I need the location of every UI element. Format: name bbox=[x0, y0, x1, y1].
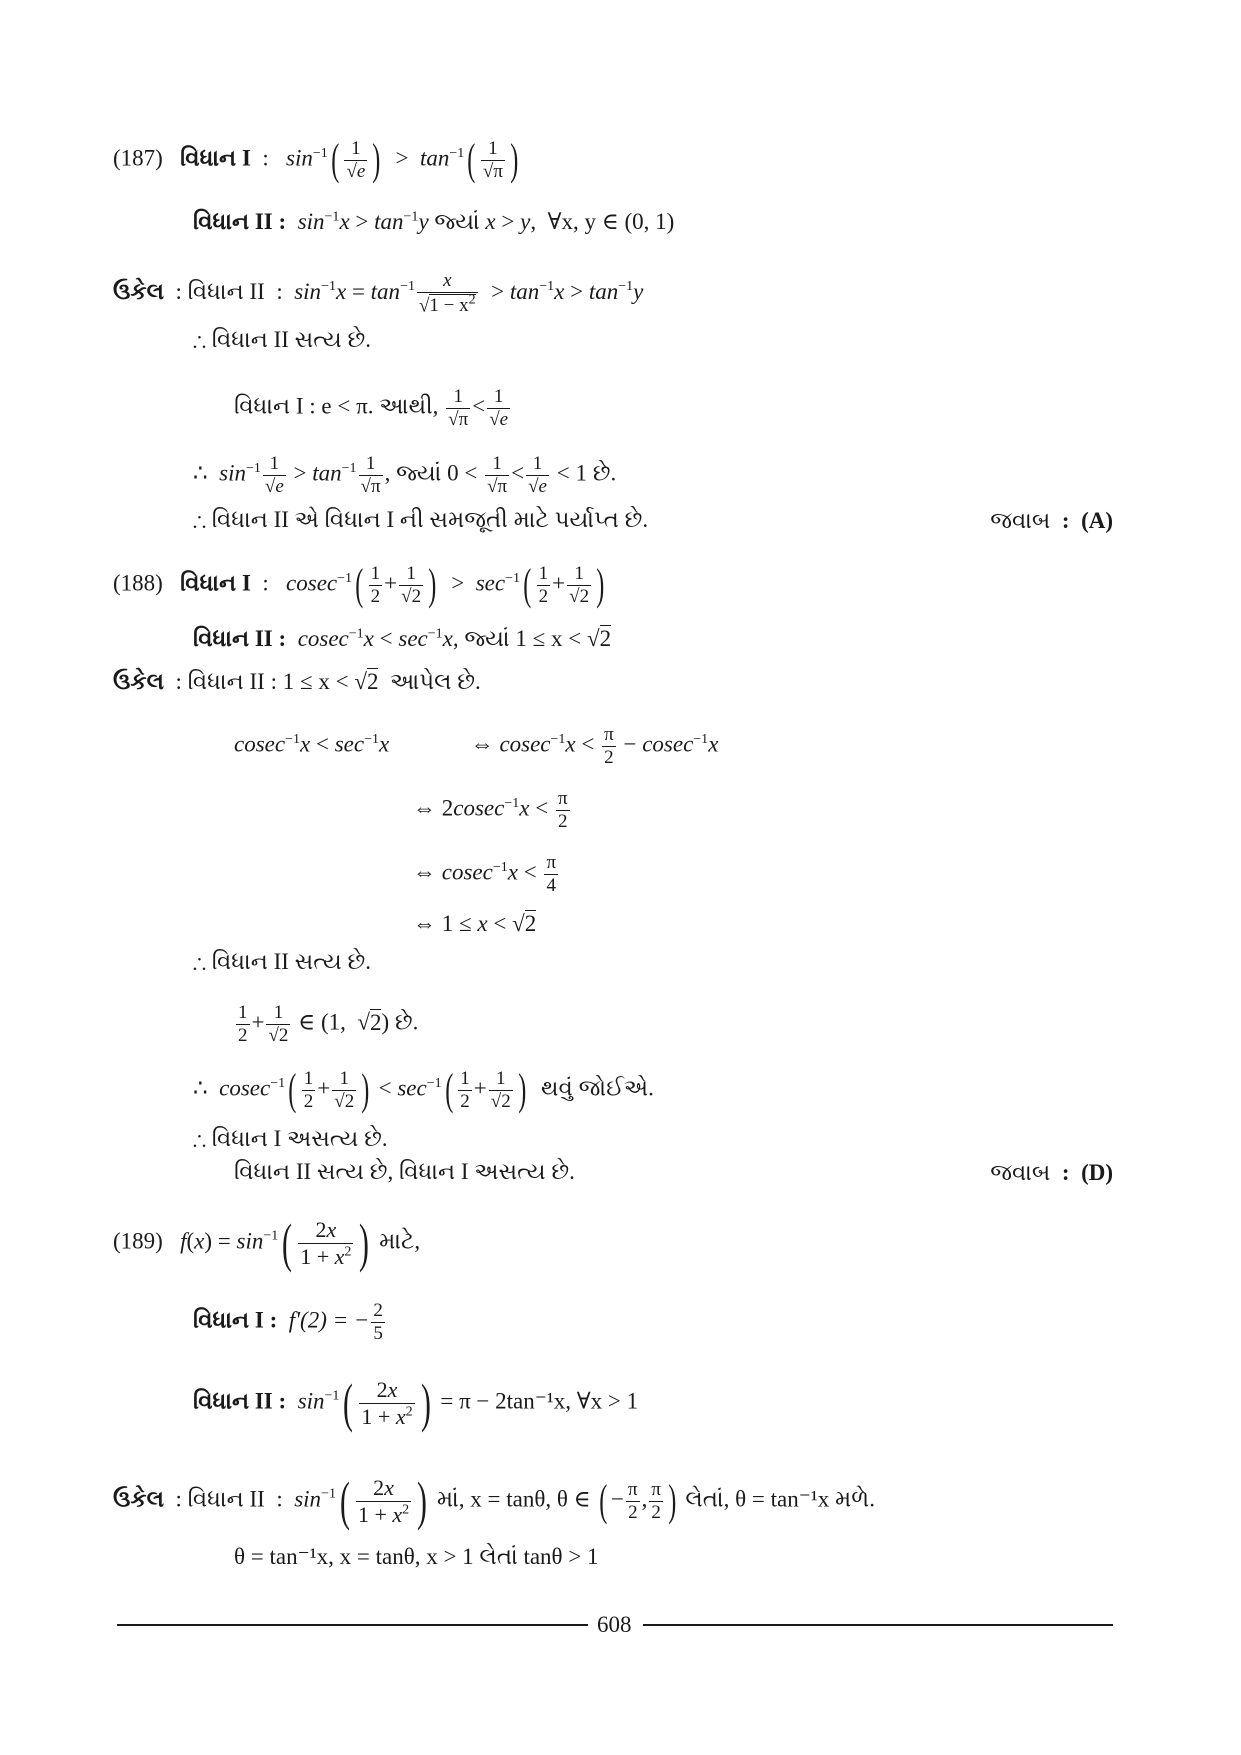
q187-statement-1: (187) વિધાન I : $\sin^{-1}$( $\frac{1}{√e}$ ) > $\tan^{-1}$( $\frac{1}{√\pi}$ ) bbox=[113, 135, 519, 185]
q187-solution-line-3: વિધાન I : e < π. આથી, $\frac{1}{√\pi}$ < $\frac{1}{√e}$ bbox=[234, 386, 509, 430]
q187-conclusion: ∴ વિધાન II એ વિધાન I ની સમજૂતી માટે પર્યાપ્ત છે. bbox=[193, 507, 649, 532]
q188-in-interval: $\frac{1}{2}$ + $\frac{1}{√2}$ ∈ (1, √2) છે. bbox=[238, 1002, 419, 1046]
q187-solution-line-1: ઉકેલ : વિધાન II : $\sin^{-1}x = \tan^{-1}$ $\frac{x}{√1 - x^2}$ > $\tan^{-1}x > \tan^{-1}y$ bbox=[113, 270, 644, 317]
footer-rule-right bbox=[643, 1624, 1113, 1626]
q189-statement-1: વિધાન I : f'(2) = − $\frac{2}{5}$ bbox=[193, 1300, 383, 1344]
q189-function: (189) $f(x) = \sin^{-1}$( $\frac{2x}{1 + x^2}$ ) માટે, bbox=[113, 1213, 421, 1273]
q188-solution-true: ∴ વિધાન II સત્ય છે. bbox=[193, 949, 372, 974]
q188-statement-1: (188) વિધાન I : cosec$^{-1}$( $\frac{1}{2}$ + $\frac{1}{√2}$ ) > $\sec^{-1}$( $\frac{1}{2}$ + $\frac{1}{√2}$ ) bbox=[113, 560, 605, 610]
q189-solution-line-2: θ = tan⁻¹x, x = tanθ, x > 1 લેતાં tanθ > 1 bbox=[234, 1544, 599, 1569]
q189-statement-2: વિધાન II : $\sin^{-1}$( $\frac{2x}{1 + x^2}$ ) = π − 2tan⁻¹x, ∀x > 1 bbox=[193, 1373, 639, 1433]
q188-derivation-1: $cosec^{-1}x < \sec^{-1}x$ ⇔ cosec$^{-1}$x < $\frac{\pi}{2}$ − cosec$^{-1}$x bbox=[234, 724, 719, 768]
q188-solution-false: ∴ વિધાન I અસત્ય છે. bbox=[193, 1126, 388, 1151]
q188-inequality: ∴ cosec$^{-1}$( $\frac{1}{2}$ + $\frac{1}{√2}$ ) < $\sec^{-1}$( $\frac{1}{2}$ + $\frac{1}{√2}$ ) થવું જોઈએ. bbox=[193, 1065, 654, 1115]
question-number: (189) bbox=[113, 1228, 163, 1254]
solution-label: ઉકેલ bbox=[113, 278, 165, 304]
q188-answer: જવાબ : (D) bbox=[990, 1160, 1113, 1185]
q189-solution-line-1: ઉકેલ : વિધાન II : $\sin^{-1}$( $\frac{2x}{1 + x^2}$ ) માં, x = tanθ, θ ∈ ( − $\frac{\pi}{2}$ , $\frac{\pi}{2}$ ) લેતાં, θ = tan⁻¹x મળે. bbox=[113, 1471, 875, 1531]
question-number: (187) bbox=[113, 145, 163, 171]
q188-derivation-4: ⇔ 1 ≤ x < √2 bbox=[413, 911, 537, 936]
q188-derivation-3: ⇔ cosec$^{-1}$x < $\frac{\pi}{4}$ bbox=[413, 852, 557, 896]
page-number: 608 bbox=[597, 1612, 632, 1637]
q187-solution-true: ∴ વિધાન II સત્ય છે. bbox=[193, 327, 372, 352]
question-number: (188) bbox=[113, 570, 163, 596]
q187-statement-2: વિધાન II : $\sin^{-1}x > \tan^{-1}y$ જ્યાં x > y, ∀x, y ∈ (0, 1) bbox=[193, 209, 675, 234]
q187-answer: જવાબ : (A) bbox=[990, 508, 1113, 533]
q188-summary: વિધાન II સત્ય છે, વિધાન I અસત્ય છે. bbox=[234, 1159, 575, 1184]
q188-solution-line-1: ઉકેલ : વિધાન II : 1 ≤ x < √2 આપેલ છે. bbox=[113, 669, 481, 694]
q187-solution-line-4: ∴ $\sin^{-1}$ $\frac{1}{√e}$ > $\tan^{-1}$ $\frac{1}{√\pi}$ , જ્યાં 0 < $\frac{1}{√\pi}$ < $\frac{1}{√e}$ < 1 છે. bbox=[193, 453, 617, 497]
q188-statement-2: વિધાન II : $cosec^{-1}x < \sec^{-1}x$, જ્યાં 1 ≤ x < √2 bbox=[193, 626, 612, 651]
q188-derivation-2: ⇔ 2cosec$^{-1}$x < $\frac{\pi}{2}$ bbox=[413, 788, 568, 832]
footer-rule-left bbox=[117, 1624, 588, 1626]
